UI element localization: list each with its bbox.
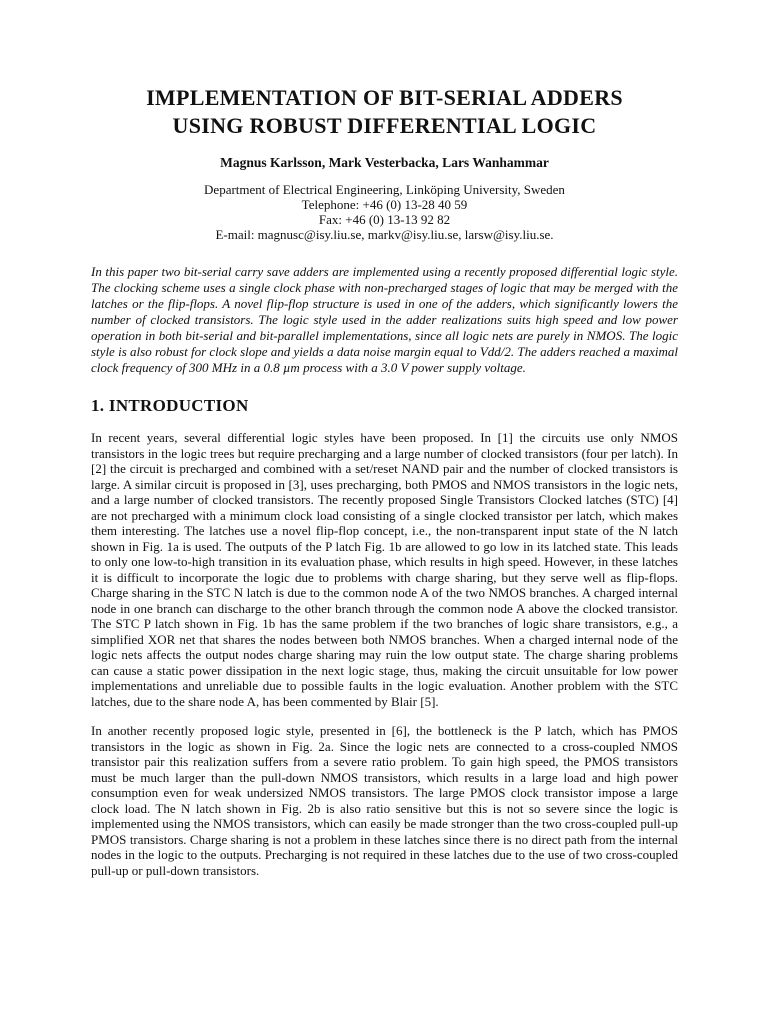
title-line-2: USING ROBUST DIFFERENTIAL LOGIC — [172, 113, 597, 138]
section-heading-introduction: 1. INTRODUCTION — [91, 396, 249, 415]
affiliation-block — [91, 182, 678, 242]
paper-title — [91, 84, 678, 140]
fax: Fax: +46 (0) 13-13 92 82 — [318, 212, 451, 227]
introduction-paragraph-1: In recent years, several differential logic styles have been proposed. In [1] the circuits use only NMOS transistors in the logic trees but require precharging and a large number of clocked transistors (four per latch). In [2] the circuit is precharged and combined with a set/reset NAND pair and the number of clocked transistors is large. A similar circuit is proposed in [3], uses precharging, both PMOS and NMOS transistors in the logic nets, and a large number of clocked transistors. The recently proposed Single Transistors Clocked latches (STC) [4] are not precharged with a minimum clock load consisting of a single clocked transistor per latch, which makes them interesting. The latches use a novel flip-flop concept, i.e., the non-transparent input state of the N latch shown in Fig. 1a is used. The outputs of the P latch Fig. 1b are allowed to go low in its latched state. This leads to only one low-to-high transition in its evaluation phase, which results in high speed. However, in these latches it is difficult to incorporate the logic due to problems with charge sharing, but they serve well as flip-flops. Charge sharing in the STC N latch is due to the common node A of the two NMOS branches. A charged internal node in one branch can discharge to the other branch through the common node A above the clocked transistor. The STC P latch shown in Fig. 1b has the same problem if the two branches of logic share transistors, e.g., a simplified XOR net that shares the nodes between both NMOS branches. When a charged internal node of the logic nets affects the output nodes charge sharing may ruin the low output state. The charge sharing problems can cause a static power dissipation in the next logic stage, thus, making the circuit unsuitable for low power implementations and unreliable due to possible faults in the logic evaluation. Another problem with the STC latches, due to the share node A, has been commented by Blair [5]. — [91, 430, 678, 709]
paper-page — [91, 84, 678, 892]
authors: Magnus Karlsson, Mark Vesterbacka, Lars Wanhammar — [220, 155, 549, 170]
title-line-1: IMPLEMENTATION OF BIT-SERIAL ADDERS — [146, 85, 623, 110]
abstract: In this paper two bit-serial carry save adders are implemented using a recently proposed differential logic style. The clocking scheme uses a single clock phase with non-precharged stages of logic that may be merged with the latches or the flip-flops. A novel flip-flop structure is used in one of the adders, which significantly lowers the number of clocked transistors. The logic style used in the adder realizations suits high speed and low power operation in both bit-serial and bit-parallel implementations, since all logic nets are purely in NMOS. The logic style is also robust for clock slope and yields a data noise margin equal to Vdd/2. The adders reached a maximal clock frequency of 300 MHz in a 0.8 µm process with a 3.0 V power supply voltage. — [91, 264, 678, 375]
introduction-paragraph-2: In another recently proposed logic style, presented in [6], the bottleneck is the P latch, which has PMOS transistors in the logic as shown in Fig. 2a. Since the logic nets are connected to a cross-coupled NMOS transistor pair this realization suffers from a severe ratio problem. To gain high speed, the PMOS transistors must be much larger than the pull-down NMOS transistors, which results in a large load and high power consumption even for weak undersized NMOS transistors. The large PMOS clock transistor impose a large clock load. The N latch shown in Fig. 2b is also ratio sensitive but this is not so severe since the logic is implemented using the NMOS transistors, which can easily be made stronger than the two cross-coupled pull-up PMOS transistors. Charge sharing is not a problem in these latches since there is no direct path from the internal nodes in the logic to the outputs. Precharging is not required in these latches due to the use of two cross-coupled pull-up or pull-down transistors. — [91, 723, 678, 878]
telephone: Telephone: +46 (0) 13-28 40 59 — [301, 197, 468, 212]
email: E-mail: magnusc@isy.liu.se, markv@isy.liu.se, larsw@isy.liu.se. — [215, 227, 554, 242]
department: Department of Electrical Engineering, Linköping University, Sweden — [204, 182, 565, 197]
